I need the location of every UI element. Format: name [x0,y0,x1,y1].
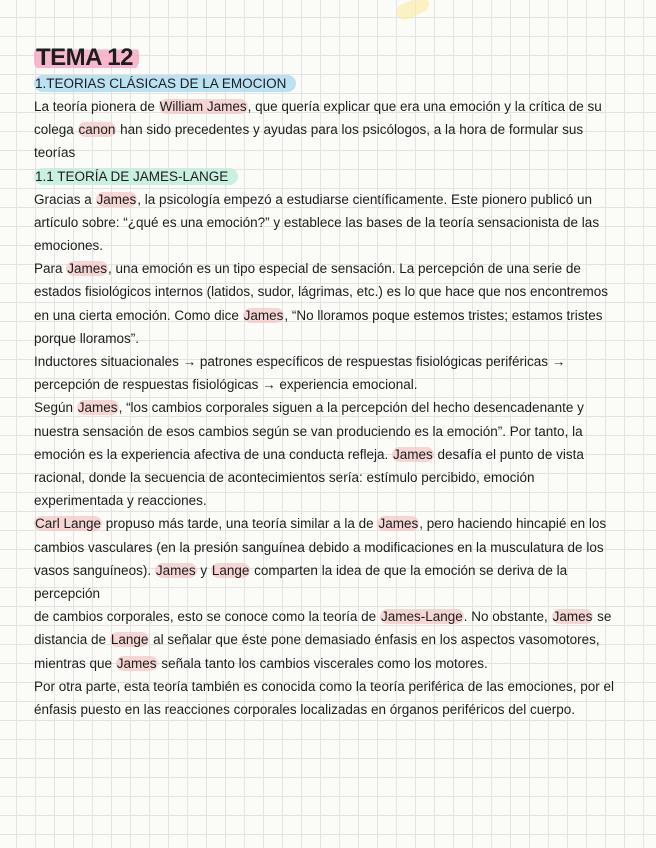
highlighted-name: James [243,307,284,323]
highlighted-name: James [392,446,433,462]
section-heading-1-1: 1.1 TEORÍA DE JAMES-LANGE [34,165,624,188]
paragraph-2: Para James, una emoción es un tipo especial de sensación. La percepción de una serie de estados fisiológicos internos (latidos, sudor, lágrimas, etc.) es lo que hace que nos encontremos en una cierta emoción. Como dice James, “No lloramos poque estemos tristes; estamos tristes porque lloramos”. [34,261,609,346]
paragraph-4: Según James, “los cambios corporales siguen a la percepción del hecho desencadenante y nuestra sensación de esos cambios según se van produciendo es la emoción”. Por tanto, la emoción es la experiencia afectiva de una conducta refleja. James desafía el punto de vista racional, donde la secuencia de acontecimientos sería: estímulo percibido, emoción experimentada y reacciones. [34,400,584,509]
highlighted-name: Lange [110,632,149,648]
highlighted-name: James [96,191,137,207]
highlighted-name: James [552,609,593,625]
highlighter-mark [394,0,432,22]
paragraph-3: Inductores situacionales → patrones específicos de respuestas fisiológicas periféricas → percepción de respuestas fisiológicas → experiencia emocional. [34,354,566,393]
highlighted-name: Carl Lange [35,516,102,532]
section-heading-1: 1.TEORIAS CLÁSICAS DE LA EMOCION [34,72,624,95]
highlighted-name: James [378,516,419,532]
highlighted-name: James-Lange [380,609,463,625]
paragraph-7: Por otra parte, esta teoría también es conocida como la teoría periférica de las emociones, por el énfasis puesto en las reacciones corporales localizadas en órganos periféricos del cuerpo. [34,678,615,718]
highlighted-name: James [77,400,118,416]
highlighted-name: James [155,562,196,578]
intro-paragraph: La teoría pionera de William James, que quería explicar que era una emoción y la crítica de su colega canon han sido precedentes y ayudas para los psicólogos, a la hora de formular sus teorías [34,99,602,161]
highlighted-name: William James [159,99,247,114]
paragraph-6: de cambios corporales, esto se conoce como la teoría de James-Lange. No obstante, James se distancia de Lange al señalar que éste pone demasiado énfasis en los aspectos vasomotores, mientras que James señala tanto los cambios viscerales como los motores. [34,609,612,671]
document-page [34,44,624,721]
paragraph-1: Gracias a James, la psicología empezó a estudiarse científicamente. Este pionero publicó un artículo sobre: “¿qué es una emoción?” y establece las bases de la teoría sensacionista de las emociones. [34,191,600,254]
paragraph-5: Carl Lange propuso más tarde, una teoría similar a la de James, pero haciendo hincapié en los cambios vasculares (en la presión sanguínea debido a modificaciones en la musculatura de los vasos sanguíneos). James y Lange comparten la idea de que la emoción se deriva de la percepción [34,516,607,602]
highlighted-name: James [116,655,157,671]
highlighted-name: James [67,261,108,277]
highlighted-name: Lange [211,562,250,578]
page-title: TEMA 12 [34,44,624,72]
highlighted-name: canon [78,122,116,138]
